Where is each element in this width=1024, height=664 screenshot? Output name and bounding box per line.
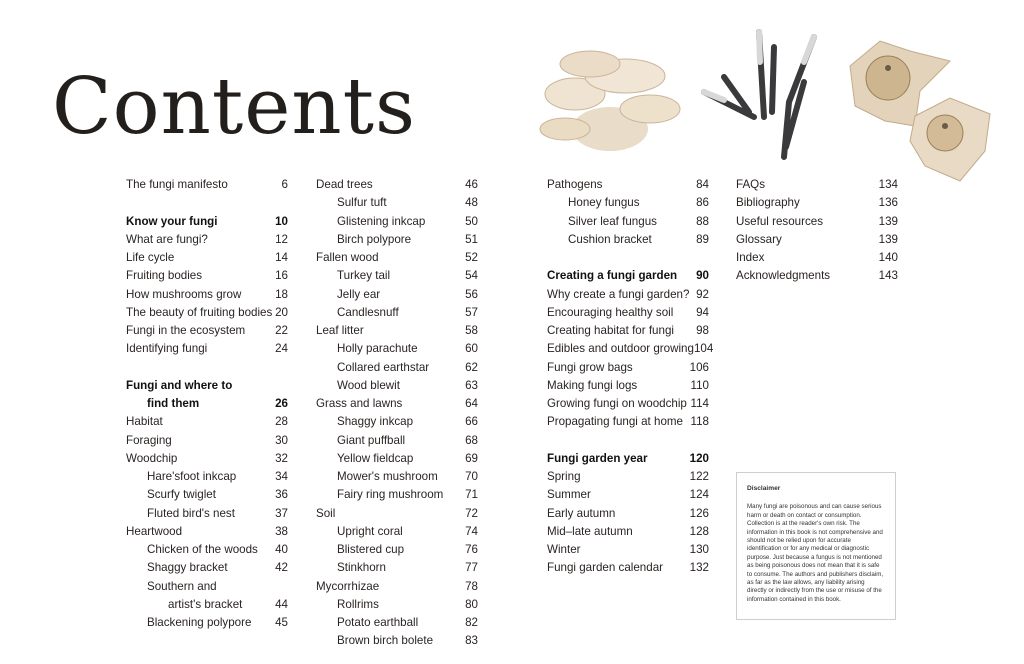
toc-entry-title: Candlesnuff	[337, 305, 399, 319]
toc-entry-page: 63	[465, 378, 478, 392]
toc-entry-title: Upright coral	[337, 524, 403, 538]
toc-spacer	[126, 359, 288, 377]
toc-column-3	[547, 176, 714, 578]
toc-entry-title: Cushion bracket	[568, 232, 652, 246]
toc-entry-page: 74	[465, 524, 478, 538]
toc-entry	[316, 505, 478, 523]
toc-entry-title: How mushrooms grow	[126, 287, 242, 301]
toc-entry-title: Chicken of the woods	[147, 543, 258, 556]
toc-entry	[316, 596, 478, 614]
toc-entry	[126, 413, 288, 431]
toc-entry-page: 92	[696, 287, 709, 301]
disclaimer-body: Many fungi are poisonous and can cause serious harm or death on contact or consumption. Collection is at the reader's own risk. The information in this book is not comprehensive and should not be relied upon for accurate identification or for any medical or diagnostic purpose. Just because a fungus is not mentioned as being poisonous does not mean that it is safe to consume. The authors and publishers disclaim, as far as the law allows, any liability arising directly or indirectly from the use or misuse of the information contained in this book.	[747, 503, 884, 603]
toc-entry-page: 90	[696, 269, 709, 283]
toc-entry	[316, 286, 478, 304]
toc-entry	[547, 176, 709, 194]
disclaimer-box	[736, 472, 896, 620]
toc-entry-page: 130	[689, 543, 709, 556]
toc-entry-page: 124	[689, 488, 709, 502]
toc-entry-page: 6	[281, 178, 288, 191]
page-title: Contents	[52, 62, 416, 152]
toc-entry-page: 26	[275, 397, 288, 410]
toc-entry-page: 38	[275, 524, 288, 538]
toc-entry-title: Birch polypore	[337, 232, 412, 246]
toc-entry-page: 54	[465, 269, 478, 283]
toc-entry-title: Scurfy twiglet	[147, 488, 216, 502]
toc-entry-page: 139	[878, 214, 898, 228]
toc-entry	[316, 578, 478, 596]
toc-entry-title: Yellow fieldcap	[337, 451, 414, 465]
toc-entry	[736, 231, 898, 249]
toc-entry-title: Propagating fungi at home	[547, 415, 684, 429]
toc-entry	[316, 450, 478, 468]
toc-entry	[316, 267, 478, 285]
toc-entry-title: Grass and lawns	[316, 397, 403, 410]
toc-entry-page: 36	[275, 488, 288, 502]
toc-entry	[126, 541, 288, 559]
toc-entry-title: Early autumn	[547, 506, 616, 520]
toc-column-4	[736, 176, 898, 286]
toc-entry-title: Brown birch bolete	[337, 634, 434, 648]
toc-entry-page: 72	[465, 506, 478, 520]
toc-entry-title: Making fungi logs	[547, 378, 638, 392]
toc-entry-title: Life cycle	[126, 251, 175, 264]
toc-entry	[316, 359, 478, 377]
toc-entry	[316, 231, 478, 249]
toc-entry	[126, 450, 288, 468]
toc-entry-page: 78	[465, 579, 478, 593]
toc-entry-title: Useful resources	[736, 214, 823, 228]
toc-entry-title: Glossary	[736, 232, 782, 246]
toc-entry-title: Winter	[547, 543, 581, 556]
toc-entry-page: 57	[465, 305, 478, 319]
toc-entry-page: 76	[465, 543, 478, 556]
toc-entry-title: Glistening inkcap	[337, 214, 426, 228]
toc-entry-title: Summer	[547, 488, 591, 502]
toc-entry-page: 10	[275, 214, 288, 228]
toc-entry	[126, 267, 288, 285]
toc-entry	[316, 249, 478, 267]
toc-entry-page: 42	[275, 561, 288, 575]
toc-entry-page: 50	[465, 214, 478, 228]
coral-fungus-illustration	[694, 22, 829, 164]
toc-entry-page: 120	[689, 451, 709, 465]
toc-entry-title: Blackening polypore	[147, 616, 252, 629]
toc-entry-title: Spring	[547, 470, 581, 483]
toc-entry-page: 16	[275, 269, 288, 283]
toc-entry-page: 80	[465, 597, 478, 611]
toc-entry-title: Fungi garden year	[547, 451, 648, 465]
toc-entry-page: 122	[689, 470, 709, 483]
toc-entry	[316, 340, 478, 358]
toc-entry-title: Index	[736, 251, 765, 264]
toc-entry-page: 104	[693, 342, 714, 356]
toc-entry-title: Honey fungus	[568, 196, 640, 210]
toc-entry-page: 118	[690, 415, 709, 429]
toc-entry-title: Hare'sfoot inkcap	[147, 470, 237, 483]
toc-entry	[547, 541, 709, 559]
toc-entry-page: 71	[465, 488, 478, 502]
toc-entry-title: Wood blewit	[337, 378, 400, 392]
toc-entry-page: 34	[275, 470, 288, 483]
toc-entry-page: 30	[275, 433, 288, 447]
toc-entry	[316, 395, 478, 413]
toc-entry-title: Turkey tail	[337, 269, 391, 283]
toc-entry	[316, 213, 478, 231]
toc-entry-title: Dead trees	[316, 178, 373, 191]
toc-entry	[316, 523, 478, 541]
toc-entry-title: Know your fungi	[126, 214, 218, 228]
toc-entry	[126, 505, 288, 523]
toc-entry-title: Fungi garden calendar	[547, 561, 664, 575]
toc-entry	[126, 286, 288, 304]
toc-entry-title: Foraging	[126, 433, 172, 447]
toc-entry	[126, 432, 288, 450]
toc-entry-title: Fruiting bodies	[126, 269, 203, 283]
toc-entry-page: 132	[689, 561, 709, 575]
toc-entry	[316, 486, 478, 504]
toc-entry-title: Fungi and where to	[126, 378, 233, 392]
toc-entry	[547, 486, 709, 504]
toc-entry-page: 84	[696, 178, 709, 191]
toc-entry-title: Fungi grow bags	[547, 360, 633, 374]
toc-entry	[316, 614, 478, 632]
toc-entry-title: Woodchip	[126, 451, 178, 465]
toc-spacer	[547, 432, 709, 450]
toc-entry-page: 110	[690, 378, 709, 392]
toc-entry	[316, 176, 478, 194]
toc-entry-page: 66	[465, 415, 478, 429]
toc-entry	[547, 286, 709, 304]
toc-entry-title: Shaggy bracket	[147, 561, 228, 575]
toc-entry-page: 86	[696, 196, 709, 210]
toc-entry-title: Mower's mushroom	[337, 470, 438, 483]
toc-entry	[126, 468, 288, 486]
toc-entry-title: Holly parachute	[337, 342, 418, 356]
toc-section-heading	[126, 213, 288, 231]
oyster-mushroom-illustration	[530, 34, 690, 156]
toc-entry-page: 69	[465, 451, 478, 465]
toc-entry-title: Southern and	[147, 579, 217, 593]
toc-entry-page: 94	[696, 305, 709, 319]
toc-section-heading	[126, 377, 288, 395]
toc-entry-page: 24	[275, 342, 288, 356]
toc-entry-page: 68	[465, 433, 478, 447]
toc-entry-page: 46	[465, 178, 478, 191]
toc-entry-page: 32	[275, 451, 288, 465]
toc-entry-page: 114	[690, 397, 709, 410]
toc-section-heading	[547, 267, 709, 285]
toc-entry-page: 52	[465, 251, 478, 264]
toc-entry-page: 22	[275, 324, 288, 337]
toc-entry	[316, 432, 478, 450]
toc-entry-page: 44	[275, 597, 288, 611]
toc-entry-title: Rollrims	[337, 597, 379, 611]
toc-entry-page: 83	[465, 634, 478, 648]
toc-entry-title: Pathogens	[547, 178, 603, 191]
toc-entry-page: 48	[465, 196, 478, 210]
toc-entry-title: Why create a fungi garden?	[547, 287, 690, 301]
toc-entry	[547, 340, 714, 358]
toc-entry	[547, 559, 709, 577]
toc-entry-page: 88	[696, 214, 709, 228]
toc-entry-page: 45	[275, 616, 288, 629]
toc-entry	[736, 267, 898, 285]
toc-column-1	[126, 176, 288, 632]
toc-column-2	[316, 176, 478, 651]
toc-entry	[547, 359, 709, 377]
toc-entry-page: 60	[465, 342, 478, 356]
toc-entry	[547, 304, 709, 322]
toc-entry	[547, 322, 709, 340]
toc-entry	[547, 231, 709, 249]
toc-entry-page: 134	[878, 178, 898, 191]
toc-entry	[316, 413, 478, 431]
toc-spacer	[126, 194, 288, 212]
toc-entry-title: What are fungi?	[126, 232, 208, 246]
toc-entry-page: 106	[689, 360, 709, 374]
toc-entry	[316, 194, 478, 212]
toc-entry	[126, 523, 288, 541]
toc-entry-page: 14	[275, 251, 288, 264]
toc-entry-page: 77	[465, 561, 478, 575]
toc-entry-title: Fungi in the ecosystem	[126, 324, 246, 337]
toc-entry	[126, 322, 288, 340]
toc-entry-title: Potato earthball	[337, 616, 419, 629]
toc-entry-page: 18	[275, 287, 288, 301]
toc-entry	[547, 395, 709, 413]
toc-entry-page: 136	[878, 196, 898, 210]
toc-entry	[547, 194, 709, 212]
toc-entry	[316, 559, 478, 577]
toc-entry-title: FAQs	[736, 178, 765, 191]
toc-entry-title: Blistered cup	[337, 543, 405, 556]
toc-entry-title: The beauty of fruiting bodies	[126, 305, 273, 319]
toc-entry-title: Collared earthstar	[337, 360, 430, 374]
toc-entry-page: 58	[465, 324, 478, 337]
toc-entry-page: 128	[689, 524, 709, 538]
toc-entry-page: 28	[275, 415, 288, 429]
toc-entry	[316, 632, 478, 650]
toc-entry	[126, 614, 288, 632]
toc-entry	[126, 176, 288, 194]
toc-entry	[736, 213, 898, 231]
toc-entry-title: Creating a fungi garden	[547, 269, 678, 283]
toc-entry	[316, 322, 478, 340]
toc-entry	[126, 231, 288, 249]
toc-entry-title: Habitat	[126, 415, 163, 429]
toc-entry-title: Fallen wood	[316, 251, 379, 264]
toc-entry-title: Mycorrhizae	[316, 579, 380, 593]
toc-entry-title: Heartwood	[126, 524, 183, 538]
toc-entry	[547, 523, 709, 541]
toc-entry-title: Stinkhorn	[337, 561, 386, 575]
toc-entry-title: Fairy ring mushroom	[337, 488, 444, 502]
toc-entry-page: 64	[465, 397, 478, 410]
toc-entry-page: 82	[465, 616, 478, 629]
toc-entry	[126, 304, 288, 322]
toc-entry	[316, 377, 478, 395]
toc-entry	[736, 176, 898, 194]
toc-entry-title: Mid–late autumn	[547, 524, 633, 538]
toc-entry-page: 126	[689, 506, 709, 520]
toc-entry-page: 12	[275, 232, 288, 246]
toc-entry-title: Creating habitat for fungi	[547, 324, 674, 337]
toc-entry	[736, 194, 898, 212]
toc-entry-page: 143	[878, 269, 898, 283]
toc-entry	[736, 249, 898, 267]
toc-entry	[316, 541, 478, 559]
toc-entry-title: Sulfur tuft	[337, 196, 387, 210]
toc-entry-title: Soil	[316, 506, 336, 520]
toc-spacer	[547, 249, 709, 267]
toc-entry-page: 70	[465, 470, 478, 483]
toc-entry-title: Silver leaf fungus	[568, 214, 657, 228]
toc-entry-title: Encouraging healthy soil	[547, 305, 674, 319]
toc-entry-page: 140	[878, 251, 898, 264]
toc-entry	[547, 377, 709, 395]
toc-entry-title: Edibles and outdoor growing	[547, 342, 694, 356]
toc-entry-title: Identifying fungi	[126, 342, 208, 356]
toc-entry-title: artist's bracket	[168, 597, 243, 611]
toc-entry-title: The fungi manifesto	[126, 178, 228, 191]
toc-entry-page: 89	[696, 232, 709, 246]
toc-entry-title: Acknowledgments	[736, 269, 831, 283]
toc-section-heading	[547, 450, 709, 468]
toc-entry-title: Fluted bird's nest	[147, 506, 235, 520]
toc-entry-page: 51	[465, 232, 478, 246]
disclaimer-heading: Disclaimer	[747, 485, 781, 492]
toc-entry-page: 62	[465, 360, 478, 374]
toc-entry-page: 56	[465, 287, 478, 301]
toc-entry	[316, 468, 478, 486]
toc-entry	[126, 578, 288, 596]
toc-entry	[126, 486, 288, 504]
toc-section-heading	[126, 395, 288, 413]
toc-entry	[126, 340, 288, 358]
toc-entry	[547, 505, 709, 523]
toc-entry-title: find them	[147, 397, 200, 410]
toc-entry-title: Shaggy inkcap	[337, 415, 414, 429]
toc-entry-page: 40	[275, 543, 288, 556]
toc-entry-title: Bibliography	[736, 196, 800, 210]
earthstar-illustration	[840, 36, 996, 184]
toc-entry-title: Jelly ear	[337, 287, 381, 301]
toc-entry-title: Growing fungi on woodchip	[547, 397, 687, 410]
toc-entry	[547, 468, 709, 486]
toc-entry-page: 20	[275, 305, 288, 319]
toc-entry-page: 98	[696, 324, 709, 337]
toc-entry	[316, 304, 478, 322]
toc-entry-page: 37	[275, 506, 288, 520]
toc-entry-title: Leaf litter	[316, 324, 364, 337]
toc-entry	[126, 249, 288, 267]
toc-entry-page: 139	[878, 232, 898, 246]
toc-entry	[126, 559, 288, 577]
toc-entry	[547, 213, 709, 231]
toc-entry-title: Giant puffball	[337, 433, 406, 447]
toc-entry	[547, 413, 709, 431]
toc-entry	[126, 596, 288, 614]
